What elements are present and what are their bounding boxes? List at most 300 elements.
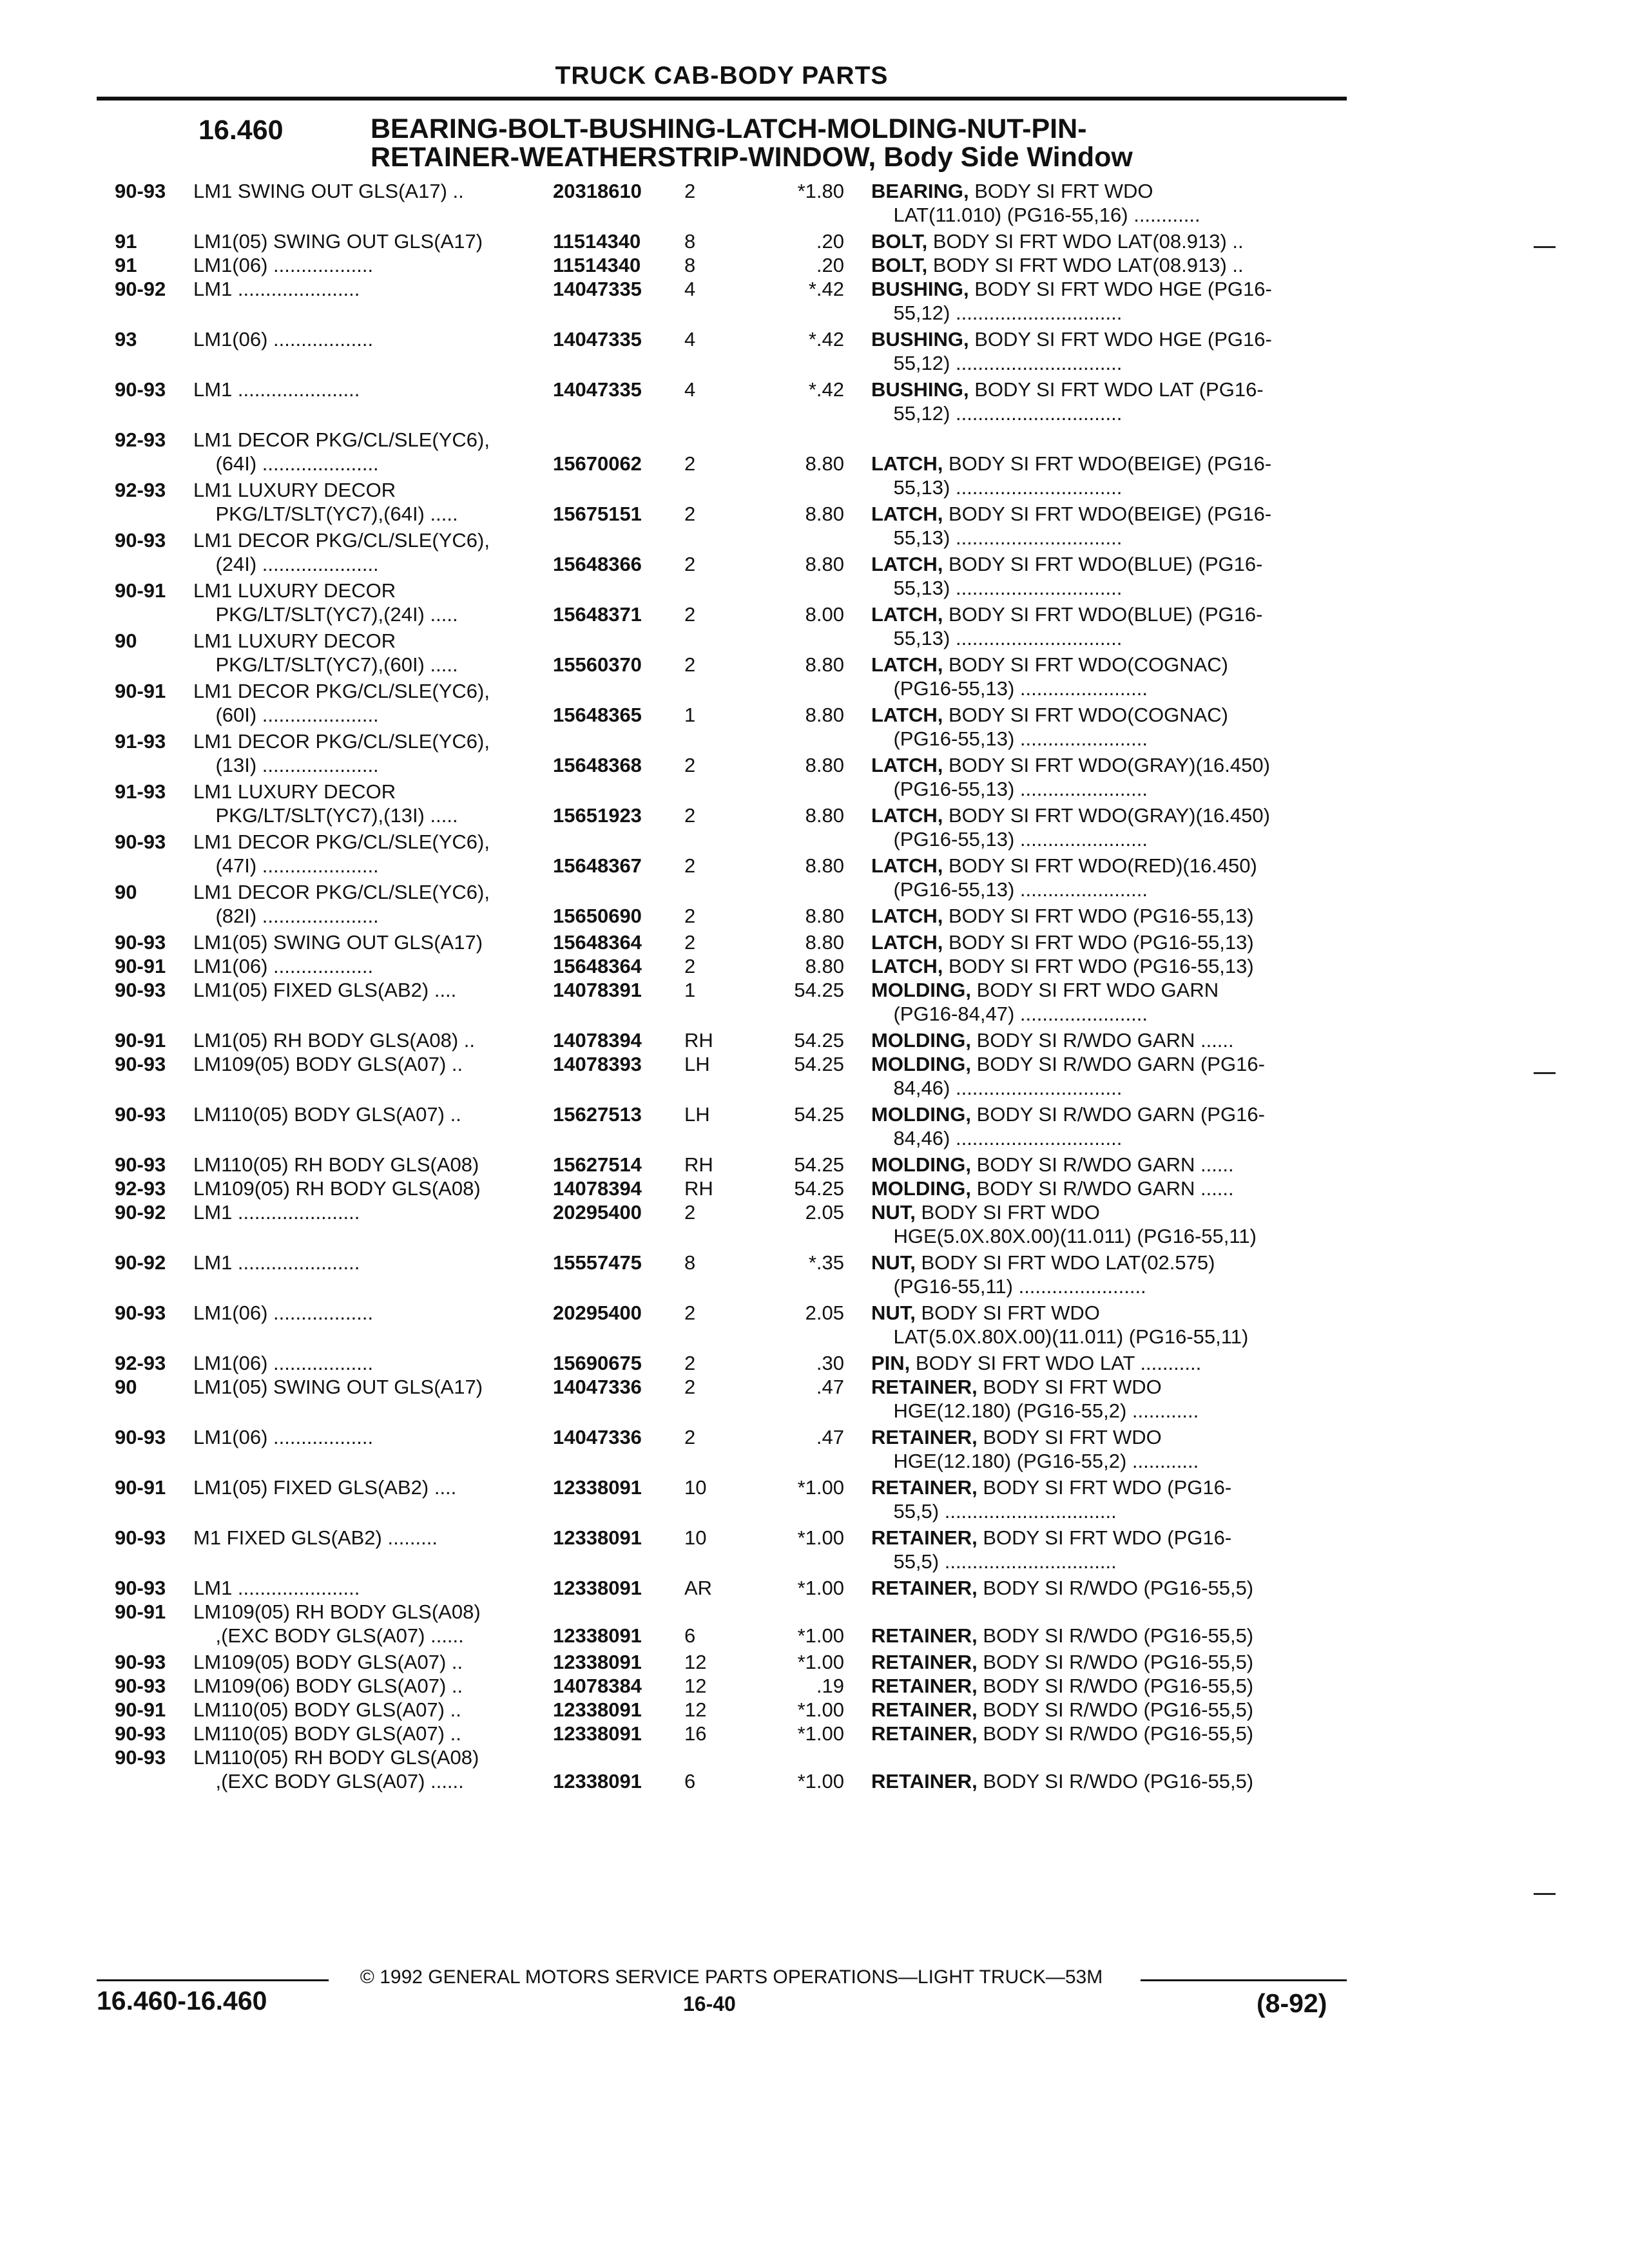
model-description: LM1 DECOR PKG/CL/SLE(YC6), (82I) .....................	[193, 881, 490, 927]
model-years: 90-91	[115, 579, 166, 602]
table-row	[0, 1375, 1629, 1423]
table-row	[0, 1745, 1629, 1793]
model-years: 90-93	[115, 1103, 166, 1126]
quantity: LH	[684, 1103, 710, 1126]
part-number: 15648364	[553, 955, 642, 977]
model-description: LM1 ......................	[193, 1201, 360, 1224]
quantity: 2	[684, 905, 696, 927]
part-name: RETAINER,	[871, 1770, 978, 1792]
part-name: LATCH,	[871, 704, 943, 726]
table-row	[0, 1301, 1629, 1349]
table-row	[0, 378, 1629, 425]
model-years: 90	[115, 1376, 137, 1398]
model-years: 90-93	[115, 931, 166, 954]
part-detail: BODY SI R/WDO GARN ......	[971, 1153, 1234, 1176]
part-number: 12338091	[553, 1770, 642, 1792]
model-description: LM110(05) RH BODY GLS(A08) ,(EXC BODY GLS(A07) ......	[193, 1746, 479, 1792]
model-years: 91-93	[115, 780, 166, 803]
quantity: 2	[684, 854, 696, 877]
price: 8.80	[805, 452, 844, 475]
quantity: 2	[684, 653, 696, 676]
price: 2.05	[805, 1302, 844, 1324]
quantity: RH	[684, 1029, 713, 1052]
price: 2.05	[805, 1201, 844, 1224]
part-description	[871, 1301, 1348, 1349]
part-detail: BODY SI R/WDO GARN (PG16- 84,46) ..............................	[893, 1053, 1265, 1099]
quantity: 12	[684, 1675, 707, 1697]
quantity: AR	[684, 1577, 713, 1599]
part-detail: BODY SI FRT WDO LAT(02.575) (PG16-55,11) .......................	[893, 1251, 1215, 1298]
model-description: LM109(05) BODY GLS(A07) ..	[193, 1053, 463, 1075]
model-years: 90-93	[115, 180, 166, 202]
table-row	[0, 930, 1629, 954]
part-number: 20295400	[553, 1302, 642, 1324]
model-years: 90-92	[115, 278, 166, 300]
part-description	[871, 978, 1348, 1026]
part-name: MOLDING,	[871, 1177, 971, 1200]
quantity: 8	[684, 230, 696, 253]
part-name: LATCH,	[871, 754, 943, 776]
quantity: 10	[684, 1476, 707, 1499]
model-years: 91	[115, 254, 137, 276]
part-number: 15648364	[553, 931, 642, 954]
part-name: BOLT,	[871, 230, 928, 253]
table-row	[0, 1200, 1629, 1248]
part-number: 15648371	[553, 603, 642, 626]
quantity: 2	[684, 1376, 696, 1398]
price: .20	[816, 230, 844, 253]
part-name: LATCH,	[871, 503, 943, 525]
table-row	[0, 179, 1629, 227]
part-name: LATCH,	[871, 955, 943, 977]
part-name: LATCH,	[871, 931, 943, 954]
part-description	[871, 1526, 1348, 1573]
quantity: 16	[684, 1722, 707, 1745]
part-number: 14047336	[553, 1426, 642, 1448]
margin-mark	[1534, 1072, 1556, 1074]
part-detail: BODY SI FRT WDO(BEIGE) (PG16- 55,13) ..............................	[893, 452, 1272, 499]
table-row	[0, 1722, 1629, 1745]
part-name: RETAINER,	[871, 1675, 978, 1697]
part-number: 15648367	[553, 854, 642, 877]
part-description	[871, 253, 1348, 277]
table-row	[0, 830, 1629, 901]
part-name: RETAINER,	[871, 1577, 978, 1599]
price: 8.80	[805, 905, 844, 927]
model-description: LM1 ......................	[193, 1577, 360, 1599]
model-description: LM110(05) BODY GLS(A07) ..	[193, 1103, 461, 1126]
part-name: LATCH,	[871, 553, 943, 575]
model-years: 90	[115, 629, 137, 652]
part-number: 14078393	[553, 1053, 642, 1075]
part-detail: BODY SI FRT WDO(BLUE) (PG16- 55,13) ..............................	[893, 553, 1263, 599]
table-row	[0, 1425, 1629, 1473]
model-description: LM109(06) BODY GLS(A07) ..	[193, 1675, 463, 1697]
model-description: LM1 LUXURY DECOR PKG/LT/SLT(YC7),(64I) .....	[193, 479, 458, 525]
quantity: 1	[684, 704, 696, 726]
model-description: LM110(05) BODY GLS(A07) ..	[193, 1722, 461, 1745]
section-number: 16.460	[198, 115, 284, 146]
table-row	[0, 229, 1629, 253]
footer-date-code: (8-92)	[1257, 1988, 1327, 2018]
price: 8.80	[805, 704, 844, 726]
model-years: 90-91	[115, 1698, 166, 1721]
part-detail: BODY SI FRT WDO LAT(11.010) (PG16-55,16) ............	[893, 180, 1200, 226]
price: *1.00	[797, 1722, 844, 1745]
part-number: 15651923	[553, 804, 642, 827]
model-description: LM1(06) ..................	[193, 955, 374, 977]
part-name: LATCH,	[871, 452, 943, 475]
model-description: LM110(05) BODY GLS(A07) ..	[193, 1698, 461, 1721]
model-years: 90-93	[115, 1426, 166, 1448]
part-number: 14047336	[553, 1376, 642, 1398]
quantity: 2	[684, 754, 696, 776]
table-row	[0, 1153, 1629, 1177]
part-description	[871, 904, 1348, 928]
table-row	[0, 327, 1629, 375]
part-description	[871, 1475, 1348, 1523]
quantity: 2	[684, 955, 696, 977]
table-row	[0, 1526, 1629, 1573]
model-description: LM110(05) RH BODY GLS(A08)	[193, 1153, 479, 1176]
part-detail: BODY SI FRT WDO (PG16-55,13)	[943, 905, 1254, 927]
part-detail: BODY SI R/WDO (PG16-55,5)	[977, 1651, 1254, 1673]
part-detail: BODY SI FRT WDO(RED)(16.450) (PG16-55,13) .......................	[893, 854, 1257, 901]
quantity: 12	[684, 1698, 707, 1721]
part-number: 20295400	[553, 1201, 642, 1224]
part-number: 15675151	[553, 503, 642, 525]
quantity: 8	[684, 1251, 696, 1274]
footer-rule-left	[97, 1979, 329, 1981]
part-detail: BODY SI FRT WDO(BEIGE) (PG16- 55,13) ..............................	[893, 503, 1272, 549]
part-name: BUSHING,	[871, 378, 969, 401]
part-detail: BODY SI FRT WDO GARN (PG16-84,47) .......................	[893, 979, 1219, 1025]
part-description	[871, 1251, 1348, 1298]
part-description	[871, 1624, 1348, 1648]
price: 8.80	[805, 804, 844, 827]
part-detail: BODY SI FRT WDO HGE(12.180) (PG16-55,2) ............	[893, 1426, 1199, 1472]
model-description: LM1 DECOR PKG/CL/SLE(YC6), (24I) .....................	[193, 529, 490, 575]
price: 54.25	[794, 1029, 844, 1052]
table-row	[0, 1674, 1629, 1698]
part-number: 11514340	[553, 254, 641, 276]
footer-copyright: © 1992 GENERAL MOTORS SERVICE PARTS OPERATIONS—LIGHT TRUCK—53M	[360, 1966, 1103, 1988]
model-years: 90-91	[115, 955, 166, 977]
model-description: LM1 LUXURY DECOR PKG/LT/SLT(YC7),(13I) .....	[193, 780, 458, 827]
part-detail: BODY SI R/WDO (PG16-55,5)	[977, 1675, 1254, 1697]
table-row	[0, 253, 1629, 277]
quantity: 6	[684, 1770, 696, 1792]
price: 8.00	[805, 603, 844, 626]
part-detail: BODY SI FRT WDO (PG16-55,13)	[943, 955, 1254, 977]
part-detail: BODY SI FRT WDO LAT (PG16- 55,12) ..............................	[893, 378, 1264, 425]
table-row	[0, 1052, 1629, 1100]
price: 8.80	[805, 553, 844, 575]
model-years: 90-92	[115, 1251, 166, 1274]
part-description	[871, 1769, 1348, 1793]
quantity: 4	[684, 378, 696, 401]
part-description	[871, 1674, 1348, 1698]
table-row	[0, 1600, 1629, 1648]
quantity: 1	[684, 979, 696, 1001]
price: .47	[816, 1426, 844, 1448]
part-detail: BODY SI R/WDO (PG16-55,5)	[977, 1770, 1254, 1792]
model-description: LM1 DECOR PKG/CL/SLE(YC6), (64I) .....................	[193, 428, 490, 475]
section-title-line2: RETAINER-WEATHERSTRIP-WINDOW, Body Side Window	[371, 142, 1133, 173]
part-number: 12338091	[553, 1526, 642, 1549]
price: *1.80	[797, 180, 844, 202]
model-description: LM1 ......................	[193, 1251, 360, 1274]
model-years: 90-93	[115, 1746, 166, 1769]
part-name: MOLDING,	[871, 1103, 971, 1126]
model-description: LM1(05) SWING OUT GLS(A17)	[193, 230, 483, 253]
part-detail: BODY SI FRT WDO LAT(08.913) ..	[927, 254, 1244, 276]
quantity: 4	[684, 278, 696, 300]
part-description	[871, 1576, 1348, 1600]
part-name: RETAINER,	[871, 1624, 978, 1647]
part-description	[871, 1722, 1348, 1745]
model-years: 90-92	[115, 1201, 166, 1224]
model-years: 90-91	[115, 1476, 166, 1499]
footer-section-range: 16.460-16.460	[97, 1986, 267, 2015]
table-row	[0, 1698, 1629, 1722]
price: 54.25	[794, 1177, 844, 1200]
part-name: LATCH,	[871, 804, 943, 827]
part-description	[871, 1052, 1348, 1100]
part-name: NUT,	[871, 1251, 916, 1274]
table-row	[0, 1251, 1629, 1298]
part-number: 14078394	[553, 1177, 642, 1200]
price: 8.80	[805, 503, 844, 525]
price: .30	[816, 1352, 844, 1374]
part-detail: BODY SI FRT WDO (PG16- 55,5) ...............................	[893, 1476, 1232, 1523]
part-number: 15648365	[553, 704, 642, 726]
part-description	[871, 229, 1348, 253]
part-description	[871, 954, 1348, 978]
part-detail: BODY SI R/WDO (PG16-55,5)	[977, 1698, 1254, 1721]
part-name: PIN,	[871, 1352, 911, 1374]
quantity: 10	[684, 1526, 707, 1549]
part-name: RETAINER,	[871, 1476, 978, 1499]
header-rule	[97, 97, 1347, 101]
model-description: LM1 LUXURY DECOR PKG/LT/SLT(YC7),(24I) .....	[193, 579, 458, 626]
model-years: 90-93	[115, 378, 166, 401]
price: 54.25	[794, 1053, 844, 1075]
model-description: M1 FIXED GLS(AB2) .........	[193, 1526, 438, 1549]
model-description: LM109(05) BODY GLS(A07) ..	[193, 1651, 463, 1673]
part-number: 12338091	[553, 1624, 642, 1647]
price: *1.00	[797, 1651, 844, 1673]
model-description: LM1 DECOR PKG/CL/SLE(YC6), (60I) .....................	[193, 680, 490, 726]
part-number: 15560370	[553, 653, 642, 676]
part-detail: BODY SI FRT WDO(BLUE) (PG16- 55,13) ..............................	[893, 603, 1263, 649]
part-number: 12338091	[553, 1651, 642, 1673]
part-detail: BODY SI R/WDO GARN ......	[971, 1177, 1234, 1200]
model-years: 90-91	[115, 680, 166, 702]
part-detail: BODY SI R/WDO GARN ......	[971, 1029, 1234, 1052]
price: 54.25	[794, 1103, 844, 1126]
part-name: LATCH,	[871, 653, 943, 676]
price: 8.80	[805, 931, 844, 954]
part-description	[871, 1425, 1348, 1473]
part-name: NUT,	[871, 1302, 916, 1324]
part-description	[871, 930, 1348, 954]
quantity: 2	[684, 452, 696, 475]
part-number: 20318610	[553, 180, 642, 202]
part-number: 15648366	[553, 553, 642, 575]
part-number: 15648368	[553, 754, 642, 776]
margin-mark	[1534, 1893, 1556, 1895]
table-row	[0, 579, 1629, 649]
part-detail: BODY SI FRT WDO(COGNAC) (PG16-55,13) .......................	[893, 653, 1229, 700]
model-description: LM1(06) ..................	[193, 328, 374, 351]
model-years: 91	[115, 230, 137, 253]
part-name: RETAINER,	[871, 1698, 978, 1721]
quantity: 2	[684, 1352, 696, 1374]
model-description: LM1(05) SWING OUT GLS(A17)	[193, 1376, 483, 1398]
footer-page-number: 16-40	[683, 1992, 736, 2015]
part-name: RETAINER,	[871, 1651, 978, 1673]
part-detail: BODY SI FRT WDO (PG16-55,13)	[943, 931, 1254, 954]
part-detail: BODY SI R/WDO (PG16-55,5)	[977, 1624, 1254, 1647]
part-detail: BODY SI FRT WDO LAT(08.913) ..	[927, 230, 1244, 253]
part-name: LATCH,	[871, 905, 943, 927]
part-name: MOLDING,	[871, 1029, 971, 1052]
part-description	[871, 1102, 1348, 1150]
part-name: LATCH,	[871, 603, 943, 626]
part-number: 14047335	[553, 328, 642, 351]
price: *1.00	[797, 1698, 844, 1721]
footer-rule-right	[1141, 1979, 1347, 1981]
model-years: 90-93	[115, 1302, 166, 1324]
part-number: 15650690	[553, 905, 642, 927]
table-row	[0, 954, 1629, 978]
part-number: 14047335	[553, 278, 642, 300]
part-description	[871, 1375, 1348, 1423]
model-description: LM1 DECOR PKG/CL/SLE(YC6), (47I) .....................	[193, 831, 490, 877]
quantity: LH	[684, 1053, 710, 1075]
price: *1.00	[797, 1624, 844, 1647]
quantity: 2	[684, 931, 696, 954]
model-years: 91-93	[115, 730, 166, 753]
part-detail: BODY SI FRT WDO(GRAY)(16.450) (PG16-55,13) .......................	[893, 754, 1270, 800]
model-years: 90-93	[115, 831, 166, 853]
model-years: 90-93	[115, 1651, 166, 1673]
model-description: LM1 ......................	[193, 378, 360, 401]
part-detail: BODY SI FRT WDO HGE(12.180) (PG16-55,2) ............	[893, 1376, 1199, 1422]
model-years: 90-93	[115, 1053, 166, 1075]
model-description: LM1(06) ..................	[193, 1426, 374, 1448]
model-description: LM109(05) RH BODY GLS(A08)	[193, 1177, 481, 1200]
part-detail: BODY SI FRT WDO(GRAY)(16.450) (PG16-55,13) .......................	[893, 804, 1270, 850]
price: .20	[816, 254, 844, 276]
part-number: 11514340	[553, 230, 641, 253]
model-description: LM1(06) ..................	[193, 254, 374, 276]
model-description: LM1 SWING OUT GLS(A17) ..	[193, 180, 464, 202]
price: .19	[816, 1675, 844, 1697]
part-number: 12338091	[553, 1698, 642, 1721]
price: 8.80	[805, 955, 844, 977]
table-row	[0, 1576, 1629, 1600]
price: *.42	[808, 378, 844, 401]
part-name: BOLT,	[871, 254, 928, 276]
part-name: LATCH,	[871, 854, 943, 877]
part-detail: BODY SI FRT WDO (PG16- 55,5) ...............................	[893, 1526, 1232, 1573]
price: 8.80	[805, 854, 844, 877]
price: *1.00	[797, 1526, 844, 1549]
part-description	[871, 1028, 1348, 1052]
table-row	[0, 428, 1629, 499]
model-years: 92-93	[115, 1352, 166, 1374]
part-detail: BODY SI FRT WDO HGE(5.0X.80X.00)(11.011) (PG16-55,11)	[893, 1201, 1257, 1247]
price: *1.00	[797, 1770, 844, 1792]
model-description: LM1 LUXURY DECOR PKG/LT/SLT(YC7),(60I) .....	[193, 629, 458, 676]
part-detail: BODY SI FRT WDO HGE (PG16- 55,12) ..............................	[893, 328, 1272, 374]
quantity: 12	[684, 1651, 707, 1673]
part-description	[871, 378, 1348, 425]
model-years: 90-93	[115, 1722, 166, 1745]
part-name: BEARING,	[871, 180, 969, 202]
part-name: RETAINER,	[871, 1376, 978, 1398]
part-description	[871, 179, 1348, 227]
part-name: BUSHING,	[871, 328, 969, 351]
price: *1.00	[797, 1476, 844, 1499]
part-detail: BODY SI R/WDO (PG16-55,5)	[977, 1722, 1254, 1745]
part-name: MOLDING,	[871, 1053, 971, 1075]
model-years: 90-93	[115, 1577, 166, 1599]
table-row	[0, 277, 1629, 325]
part-detail: BODY SI FRT WDO LAT(5.0X.80X.00)(11.011) (PG16-55,11)	[893, 1302, 1249, 1348]
price: *1.00	[797, 1577, 844, 1599]
table-row	[0, 1475, 1629, 1523]
table-row	[0, 880, 1629, 928]
table-row	[0, 1177, 1629, 1200]
model-description: LM1(06) ..................	[193, 1302, 374, 1324]
table-row	[0, 1351, 1629, 1375]
model-years: 92-93	[115, 428, 166, 451]
section-title-line1: BEARING-BOLT-BUSHING-LATCH-MOLDING-NUT-PIN-	[371, 113, 1087, 144]
price: *.42	[808, 278, 844, 300]
part-name: MOLDING,	[871, 979, 971, 1001]
part-number: 12338091	[553, 1577, 642, 1599]
quantity: 2	[684, 553, 696, 575]
model-years: 93	[115, 328, 137, 351]
price: 54.25	[794, 979, 844, 1001]
model-description: LM1(06) ..................	[193, 1352, 374, 1374]
part-name: RETAINER,	[871, 1722, 978, 1745]
part-number: 15557475	[553, 1251, 642, 1274]
part-description	[871, 277, 1348, 325]
part-name: RETAINER,	[871, 1526, 978, 1549]
quantity: 2	[684, 1426, 696, 1448]
part-number: 14047335	[553, 378, 642, 401]
model-years: 90-93	[115, 1526, 166, 1549]
part-name: BUSHING,	[871, 278, 969, 300]
price: 8.80	[805, 754, 844, 776]
table-row	[0, 1102, 1629, 1150]
part-number: 12338091	[553, 1476, 642, 1499]
part-name: NUT,	[871, 1201, 916, 1224]
part-description	[871, 1351, 1348, 1375]
price: 54.25	[794, 1153, 844, 1176]
part-detail: BODY SI R/WDO (PG16-55,5)	[977, 1577, 1254, 1599]
part-description	[871, 1650, 1348, 1674]
quantity: 2	[684, 1201, 696, 1224]
price: *.35	[808, 1251, 844, 1274]
section-title	[371, 115, 1324, 171]
model-years: 92-93	[115, 479, 166, 501]
model-years: 90-93	[115, 1675, 166, 1697]
